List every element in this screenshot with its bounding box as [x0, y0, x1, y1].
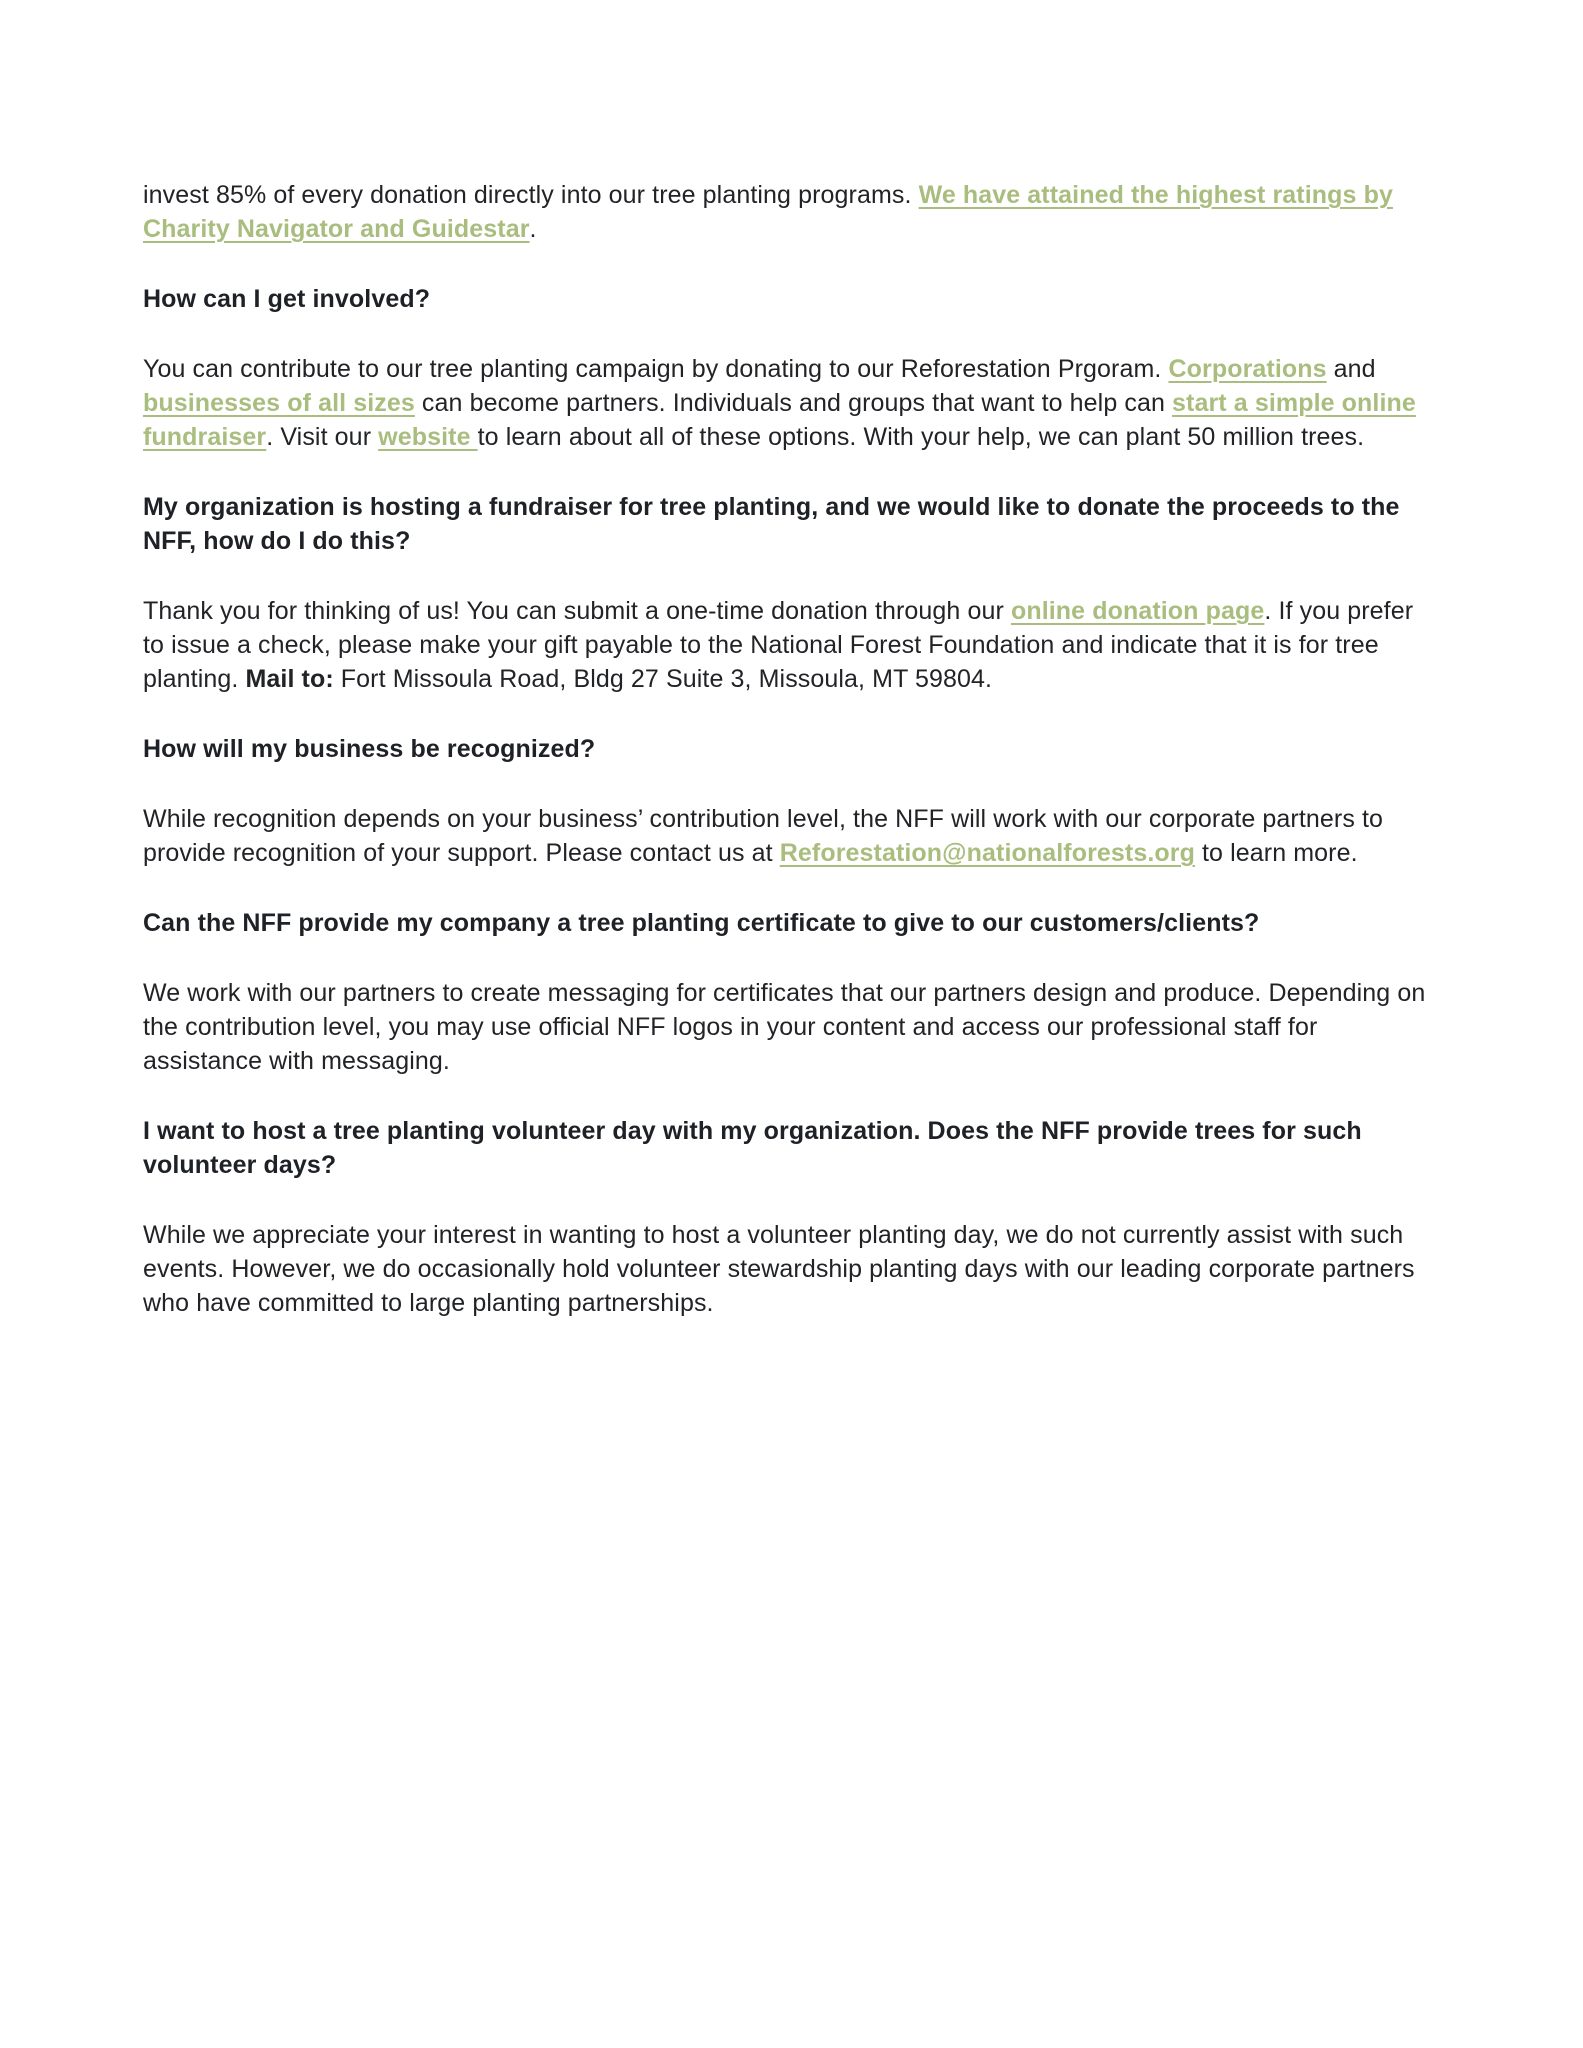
link-charity-ratings[interactable]: We have attained the highest ratings by Charity Navigator and Guidestar — [143, 181, 1393, 243]
mail-to-label: Mail to: — [245, 665, 334, 693]
link-online-donation-page[interactable]: online donation page — [1010, 597, 1265, 625]
paragraph-text: . — [529, 215, 537, 243]
faq-content — [143, 178, 1435, 1320]
link-reforestation-email[interactable]: Reforestation@nationalforests.org — [779, 839, 1195, 867]
link-businesses-of-all-sizes[interactable]: businesses of all sizes — [143, 389, 415, 417]
paragraph-text: can become partners. Individuals and groups that want to help can — [414, 389, 1173, 417]
paragraph-text: . If you prefer to issue a check, please make your gift payable to the National Forest Foundation and indicate that it is for tree planting. — [143, 597, 1414, 693]
faq-question-business-recognized: How will my business be recognized? — [143, 735, 596, 763]
paragraph-text: While recognition depends on your business’ contribution level, the NFF will work with our corporate partners to provide recognition of your support. Please contact us at — [143, 805, 1384, 867]
paragraph-text: to learn more. — [1194, 839, 1358, 867]
faq-question-fundraiser-proceeds: My organization is hosting a fundraiser for tree planting, and we would like to donate the proceeds to the NFF, how do I do this? — [143, 493, 1400, 555]
paragraph-volunteer-day: While we appreciate your interest in wanting to host a volunteer planting day, we do not currently assist with such events. However, we do occasionally hold volunteer stewardship planting days with our leading corporate partners who have committed to large planting partnerships. — [143, 1221, 1415, 1317]
paragraph-text: and — [1326, 355, 1376, 383]
paragraph-text: Thank you for thinking of us! You can submit a one-time donation through our — [143, 597, 1011, 625]
paragraph-certificate: We work with our partners to create messaging for certificates that our partners design and produce. Depending on the contribution level, you may use official NFF logos in your content and access our professional staff for assistance with messaging. — [143, 979, 1426, 1075]
link-website[interactable]: website — [378, 423, 478, 451]
paragraph-text: to learn about all of these options. With your help, we can plant 50 million trees. — [477, 423, 1365, 451]
paragraph-text: Fort Missoula Road, Bldg 27 Suite 3, Missoula, MT 59804. — [333, 665, 993, 693]
paragraph-text: You can contribute to our tree planting campaign by donating to our Reforestation Prgoram. — [143, 355, 1169, 383]
paragraph-text: . Visit our — [266, 423, 379, 451]
faq-question-certificate: Can the NFF provide my company a tree planting certificate to give to our customers/clients? — [143, 909, 1260, 937]
paragraph-get-involved — [143, 352, 1435, 454]
faq-question-volunteer-day: I want to host a tree planting volunteer day with my organization. Does the NFF provide trees for such volunteer days? — [143, 1117, 1362, 1179]
paragraph-fundraiser-proceeds — [143, 594, 1435, 696]
link-online-fundraiser[interactable]: start a simple online fundraiser — [143, 389, 1416, 451]
paragraph-donation-programs — [143, 178, 1435, 246]
paragraph-business-recognized — [143, 802, 1435, 870]
link-corporations[interactable]: Corporations — [1168, 355, 1327, 383]
paragraph-text: invest 85% of every donation directly into our tree planting programs. — [143, 181, 919, 209]
faq-question-get-involved: How can I get involved? — [143, 285, 431, 313]
